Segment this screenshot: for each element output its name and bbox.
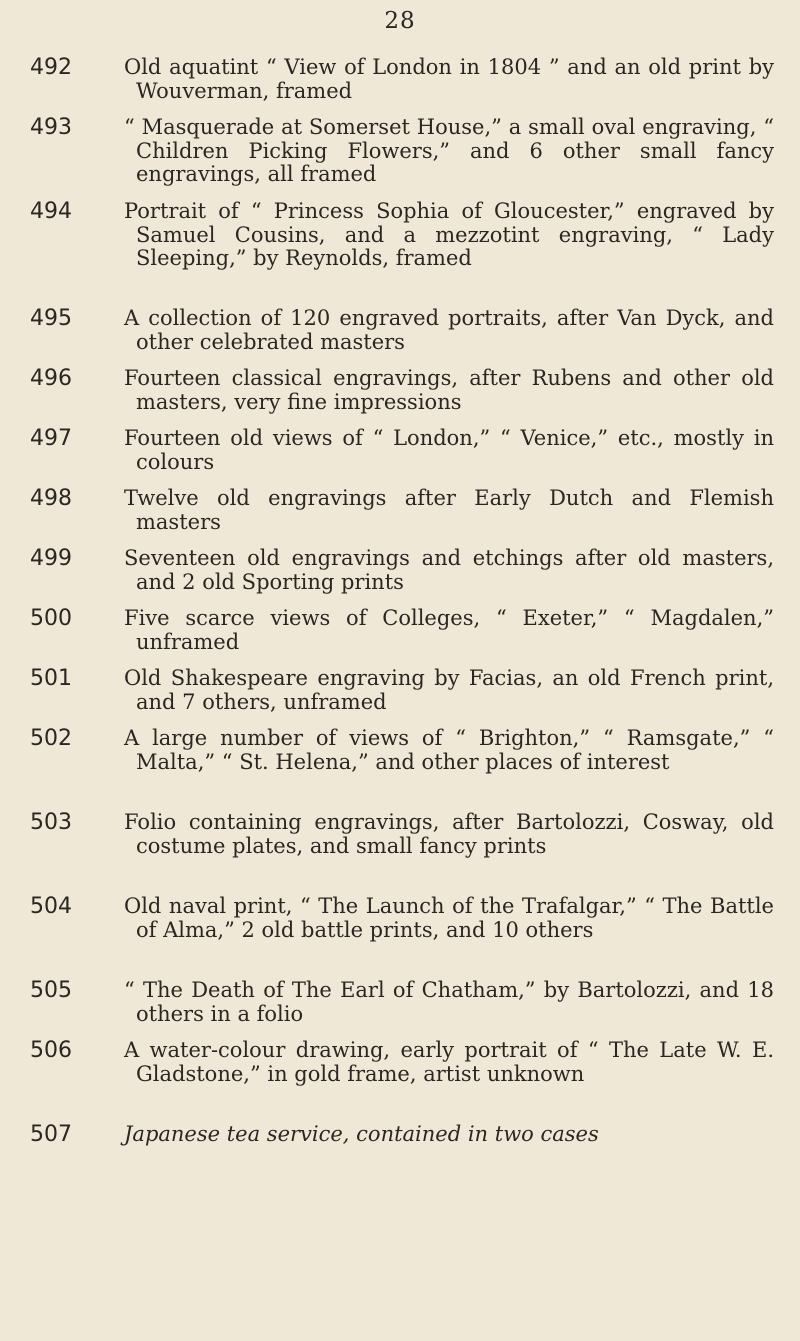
lot-entry — [0, 895, 800, 979]
lot-description: Old Shakespeare engraving by Facias, an old French print, and 7 others, unframed — [124, 666, 774, 714]
lot-number: 502 — [30, 726, 72, 751]
lot-entry — [0, 811, 800, 895]
lot-entry — [0, 547, 800, 607]
lot-entry — [0, 427, 800, 487]
lot-number: 494 — [30, 199, 72, 224]
lot-description: Portrait of “ Princess Sophia of Gloucester,” engraved by Samuel Cousins, and a mezzotint engraving, “ Lady Sleeping,” by Reynolds, framed — [124, 199, 774, 270]
lot-number: 506 — [30, 1038, 72, 1063]
lot-number: 499 — [30, 546, 72, 571]
lot-description: Seventeen old engravings and etchings after old masters, and 2 old Sporting prints — [124, 546, 774, 594]
lot-entry — [0, 727, 800, 811]
lot-number: 492 — [30, 55, 72, 80]
lot-entry — [0, 979, 800, 1039]
lot-entry — [0, 367, 800, 427]
lot-number: 496 — [30, 366, 72, 391]
lot-description: “ The Death of The Earl of Chatham,” by Bartolozzi, and 18 others in a folio — [124, 978, 774, 1026]
lot-number: 505 — [30, 978, 72, 1003]
lot-description: Fourteen old views of “ London,” “ Venice,” etc., mostly in colours — [124, 426, 774, 474]
lot-description: A water-colour drawing, early portrait of “ The Late W. E. Gladstone,” in gold frame, artist unknown — [124, 1038, 774, 1086]
lot-number: 504 — [30, 894, 72, 919]
lot-description: Folio containing engravings, after Bartolozzi, Cosway, old costume plates, and small fancy prints — [124, 810, 774, 858]
lot-number: 503 — [30, 810, 72, 835]
lot-number: 500 — [30, 606, 72, 631]
lot-entry — [0, 1039, 800, 1123]
lot-number: 507 — [30, 1122, 72, 1147]
lot-entry — [0, 607, 800, 667]
lot-number: 495 — [30, 306, 72, 331]
lot-number: 498 — [30, 486, 72, 511]
lot-description: Fourteen classical engravings, after Rubens and other old masters, very fine impressions — [124, 366, 774, 414]
lot-description: Five scarce views of Colleges, “ Exeter,” “ Magdalen,” unframed — [124, 606, 774, 654]
lot-number: 493 — [30, 115, 72, 140]
lot-number: 497 — [30, 426, 72, 451]
lot-entry — [0, 116, 800, 200]
lot-entry — [0, 56, 800, 116]
lot-entry — [0, 667, 800, 727]
lot-description: A large number of views of “ Brighton,” “ Ramsgate,” “ Malta,” “ St. Helena,” and other places of interest — [124, 726, 774, 774]
lot-entry — [0, 487, 800, 547]
lot-description: “ Masquerade at Somerset House,” a small oval engraving, “ Children Picking Flowers,” and 6 other small fancy engravings, all framed — [124, 115, 774, 186]
lot-entry — [0, 307, 800, 367]
lot-entry — [0, 200, 800, 307]
lot-entry — [0, 1123, 800, 1161]
lot-description: Old aquatint “ View of London in 1804 ” and an old print by Wouverman, framed — [124, 55, 774, 103]
page-number: 28 — [384, 8, 416, 34]
lot-description: Twelve old engravings after Early Dutch and Flemish masters — [124, 486, 774, 534]
lot-description: Japanese tea service, contained in two cases — [124, 1122, 599, 1146]
lot-number: 501 — [30, 666, 72, 691]
lot-description: Old naval print, “ The Launch of the Trafalgar,” “ The Battle of Alma,” 2 old battle prints, and 10 others — [124, 894, 774, 942]
lot-list — [0, 56, 800, 1161]
lot-description: A collection of 120 engraved portraits, after Van Dyck, and other celebrated masters — [124, 306, 774, 354]
